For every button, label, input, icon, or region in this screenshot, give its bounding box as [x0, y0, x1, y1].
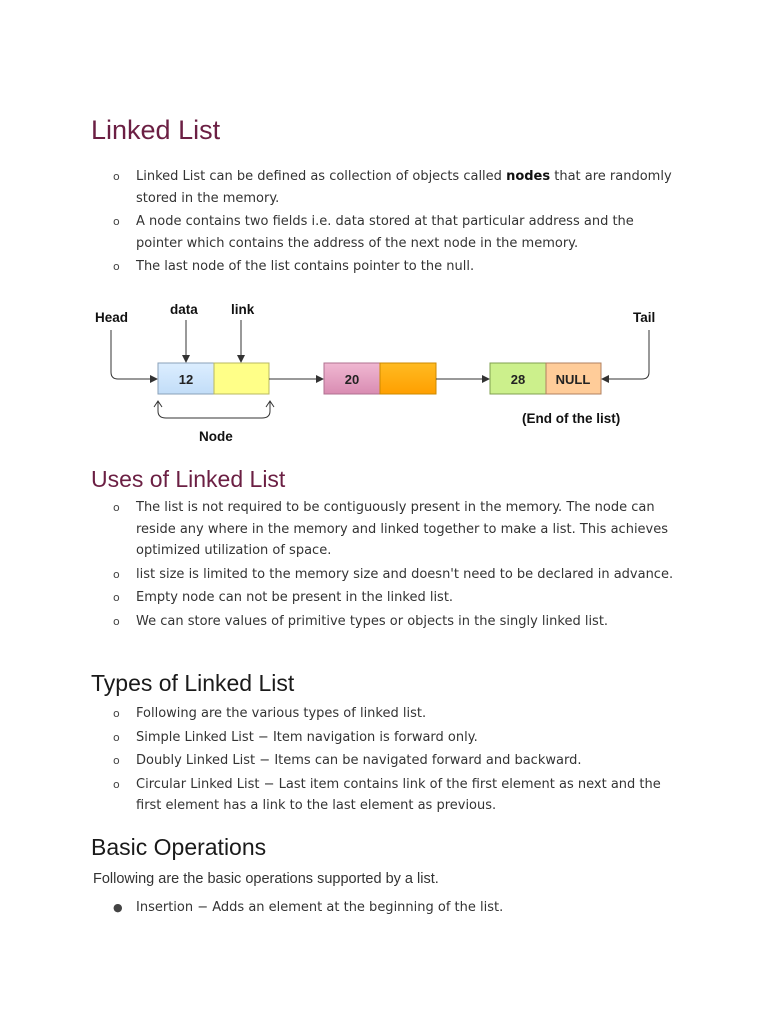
list-item	[113, 774, 683, 817]
list-item	[113, 727, 683, 749]
list-item-text: list size is limited to the memory size and doesn't need to be declared in advance.	[136, 566, 674, 582]
circle-bullet-icon: o	[113, 170, 120, 183]
list-item	[113, 897, 683, 919]
list-item-text-after: that are randomly stored in the memory.	[136, 169, 672, 206]
list-item	[113, 497, 683, 562]
circle-bullet-icon: o	[113, 215, 120, 228]
circle-bullet-icon: o	[113, 260, 120, 273]
list-item-text: The last node of the list contains pointer to the null.	[136, 259, 475, 274]
node-3-value: 28	[510, 372, 526, 387]
circle-bullet-icon: o	[113, 730, 120, 744]
circle-bullet-icon: o	[113, 567, 120, 581]
list-item-text: Circular Linked List − Last item contains link of the first element as next and the first element has a link to the last element as previous.	[136, 776, 661, 813]
circle-bullet-icon: o	[113, 501, 120, 514]
list-item	[113, 750, 683, 772]
node-1-link-cell	[214, 363, 269, 394]
list-item-text: We can store values of primitive types or objects in the singly linked list.	[136, 613, 609, 629]
node-2-value: 20	[344, 372, 360, 387]
list-item	[113, 166, 683, 209]
node-2-link-cell	[380, 363, 436, 394]
disc-bullet-icon: ●	[113, 901, 123, 914]
page-title: Linked List	[91, 115, 221, 145]
list-item-text: Simple Linked List − Item navigation is forward only.	[136, 729, 478, 745]
list-item	[113, 611, 683, 633]
section-title-types: Types of Linked List	[91, 670, 295, 696]
circle-bullet-icon: o	[113, 614, 120, 628]
list-item-text: The list is not required to be contiguously present in the memory. The node can reside any where in the memory and linked together to make a list. This achieves optimized utilization of space.	[136, 500, 669, 558]
tail-label: Tail	[633, 310, 656, 325]
list-item	[113, 211, 683, 254]
uses-bullets	[113, 497, 683, 634]
list-item-text: Doubly Linked List − Items can be navigated forward and backward.	[136, 753, 582, 768]
head-label: Head	[95, 310, 129, 325]
list-item-text: Following are the various types of linked list.	[136, 706, 427, 721]
section-title-uses: Uses of Linked List	[91, 466, 286, 492]
linked-list-diagram	[0, 290, 768, 450]
node-1-value: 12	[178, 372, 194, 387]
circle-bullet-icon: o	[113, 591, 120, 604]
list-item	[113, 256, 683, 278]
operations-bullets	[113, 897, 683, 921]
circle-bullet-icon: o	[113, 707, 120, 720]
node-3-null-text: NULL	[555, 372, 591, 387]
node-label: Node	[199, 429, 233, 444]
section-title-operations: Basic Operations	[91, 834, 267, 860]
end-of-list-label: (End of the list)	[522, 411, 621, 426]
list-item-text: Insertion − Adds an element at the beginning of the list.	[136, 900, 504, 915]
list-item	[113, 587, 683, 609]
circle-bullet-icon: o	[113, 777, 120, 791]
node-brace	[158, 402, 270, 418]
list-item-text: A node contains two fields i.e. data stored at that particular address and the pointer which contains the address of the next node in the memory.	[136, 214, 634, 251]
operations-intro: Following are the basic operations supported by a list.	[93, 871, 439, 887]
list-item-text-before: Linked List can be defined as collection of objects called	[136, 169, 507, 184]
tail-arrow	[602, 330, 649, 379]
list-item	[113, 564, 683, 586]
link-label: link	[231, 302, 255, 317]
head-arrow	[111, 330, 157, 379]
data-label: data	[170, 302, 198, 317]
types-bullets	[113, 703, 683, 819]
circle-bullet-icon: o	[113, 754, 120, 767]
list-item-text: Empty node can not be present in the linked list.	[136, 590, 454, 605]
list-item	[113, 703, 683, 725]
list-item-bold: nodes	[506, 169, 551, 184]
linked-list-bullets	[113, 166, 683, 280]
